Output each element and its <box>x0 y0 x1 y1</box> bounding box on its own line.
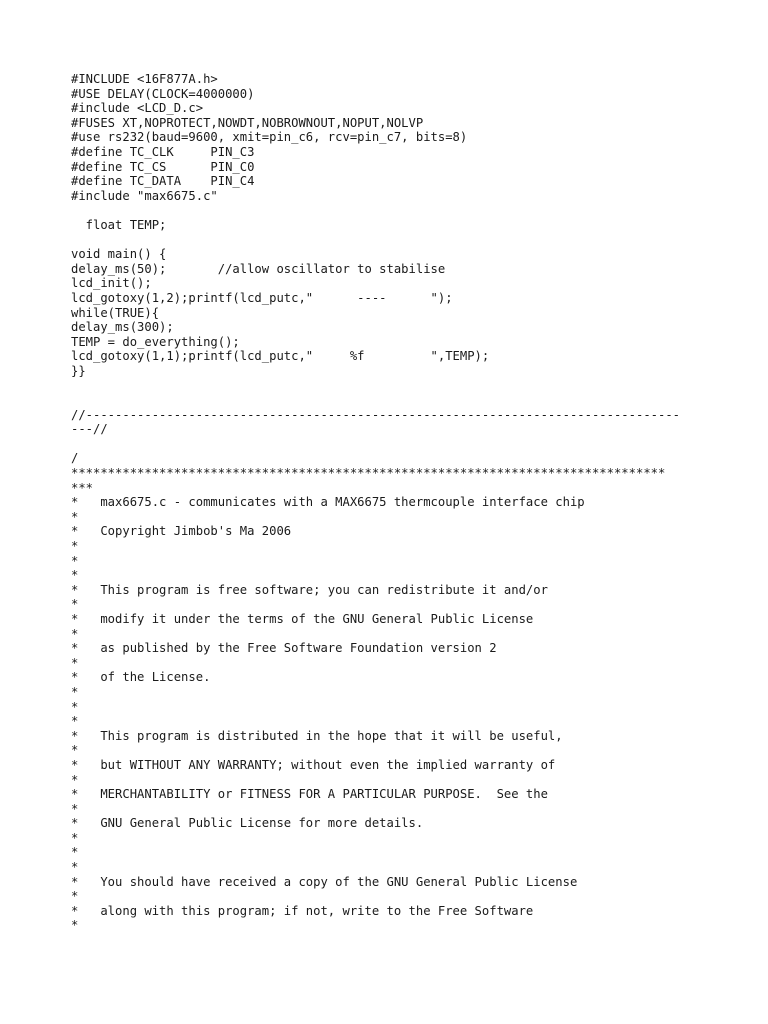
code-line: lcd_gotoxy(1,1);printf(lcd_putc," %f ",TEMP); <box>71 349 490 364</box>
code-line <box>71 378 711 393</box>
code-line: * <box>71 539 79 553</box>
code-line <box>71 203 711 218</box>
code-line: #define TC_DATA PIN_C4 <box>71 174 255 189</box>
code-line: while(TRUE){ <box>71 305 160 320</box>
code-line: lcd_gotoxy(1,2);printf(lcd_putc," ---- "); <box>71 290 453 305</box>
code-line: * <box>71 918 79 933</box>
code-line: * along with this program; if not, write to the Free Software <box>71 903 534 918</box>
code-line: * <box>71 684 79 699</box>
code-line <box>71 437 711 452</box>
code-line: * <box>71 597 79 612</box>
code-line: * <box>71 860 79 875</box>
code-line <box>71 233 711 248</box>
code-line: * GNU General Public License for more details. <box>71 816 424 831</box>
code-line: //--------------------------------------------------------------------------------- <box>71 407 681 422</box>
code-line: #INCLUDE <16F877A.h> <box>71 72 218 86</box>
code-line: lcd_init(); <box>71 276 152 291</box>
code-line: void main() { <box>71 247 167 262</box>
code-document <box>71 72 711 933</box>
code-line: * <box>71 655 79 670</box>
code-line: * You should have received a copy of the GNU General Public License <box>71 874 578 889</box>
code-line <box>71 393 711 408</box>
code-line: * <box>71 699 79 714</box>
code-line: * as published by the Free Software Foundation version 2 <box>71 641 497 656</box>
code-line: * <box>71 568 79 583</box>
code-line: * This program is free software; you can redistribute it and/or <box>71 582 548 597</box>
code-line: TEMP = do_everything(); <box>71 334 240 349</box>
code-line: * <box>71 801 79 816</box>
code-line: * max6675.c - communicates with a MAX6675 thermcouple interface chip <box>71 495 585 510</box>
code-line: * but WITHOUT ANY WARRANTY; without even the implied warranty of <box>71 757 556 772</box>
code-line: * <box>71 889 79 904</box>
code-line: * <box>71 553 79 568</box>
code-line: ---// <box>71 422 108 437</box>
code-line: #FUSES XT,NOPROTECT,NOWDT,NOBROWNOUT,NOPUT,NOLVP <box>71 115 424 130</box>
code-line: * <box>71 743 79 758</box>
code-line: ********************************************************************************* <box>71 466 666 481</box>
code-line: delay_ms(300); <box>71 320 174 335</box>
code-line: * <box>71 830 79 845</box>
code-line: #include "max6675.c" <box>71 188 218 203</box>
code-line: }} <box>71 363 86 378</box>
code-line: #use rs232(baud=9600, xmit=pin_c6, rcv=pin_c7, bits=8) <box>71 130 468 145</box>
code-line: *** <box>71 480 94 495</box>
code-line: #USE DELAY(CLOCK=4000000) <box>71 86 255 101</box>
code-line: * <box>71 772 79 787</box>
code-line: #define TC_CLK PIN_C3 <box>71 144 255 159</box>
code-line: delay_ms(50); //allow oscillator to stabilise <box>71 261 446 276</box>
code-line: #define TC_CS PIN_C0 <box>71 159 255 174</box>
code-line: * MERCHANTABILITY or FITNESS FOR A PARTICULAR PURPOSE. See the <box>71 787 548 802</box>
code-line: * <box>71 714 79 729</box>
code-line: #include <LCD_D.c> <box>71 101 204 116</box>
code-line: * <box>71 845 79 860</box>
code-line: * of the License. <box>71 670 211 685</box>
code-line: * This program is distributed in the hope that it will be useful, <box>71 728 563 743</box>
code-line: * Copyright Jimbob's Ma 2006 <box>71 524 292 539</box>
code-line: * modify it under the terms of the GNU General Public License <box>71 611 534 626</box>
code-line: float TEMP; <box>71 217 167 232</box>
code-line: / <box>71 451 79 466</box>
code-line: * <box>71 509 79 524</box>
code-line: * <box>71 626 79 641</box>
